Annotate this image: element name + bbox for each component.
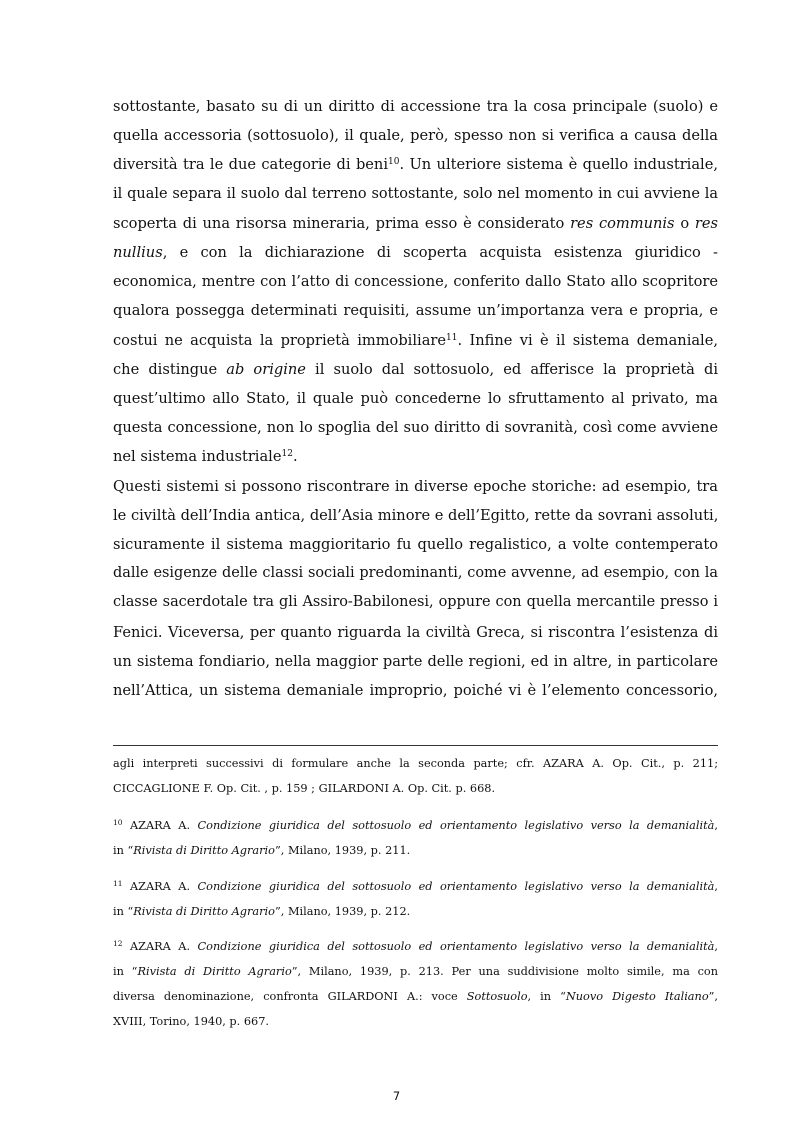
text-line: dalle esigenze delle classi sociali predominanti, come avvenne, ad esempio, con la	[113, 565, 718, 582]
footnote-line: $^{12}$ AZARA A. Condizione giuridica del sottosuolo ed orientamento legislativo verso la demanialità,	[113, 939, 718, 953]
text-line: che distingue ab origine il suolo dal sottosuolo, ed afferisce la proprietà di	[113, 360, 718, 378]
text-line: un sistema fondiario, nella maggior parte delle regioni, ed in altre, in particolare	[113, 652, 718, 670]
text-line: Questi sistemi si possono riscontrare in diverse epoche storiche: ad esempio, tra	[113, 477, 718, 495]
text-line: quella accessoria (sottosuolo), il quale, però, spesso non si verifica a causa della	[113, 127, 718, 145]
text-line: diversità tra le due categorie di beni$^{10}$. Un ulteriore sistema è quello industriale,	[113, 156, 718, 174]
footnote-ref-11[interactable]: 11	[446, 332, 458, 343]
footnote-line: diversa denominazione, confronta GILARDONI A.: voce Sottosuolo, in “Nuovo Digesto Italiano”,	[113, 990, 718, 1003]
text-line: qualora possegga determinati requisiti, assume un’importanza vera e propria, e	[113, 302, 718, 320]
text-line: economica, mentre con l’atto di concessione, conferito dallo Stato allo scopritore	[113, 273, 718, 291]
footnote-line: in “Rivista di Diritto Agrario”, Milano, 1939, p. 212.	[113, 905, 411, 918]
footnote-ref-10[interactable]: 10	[387, 157, 400, 168]
text-line: le civiltà dell’India antica, dell’Asia minore e dell’Egitto, rette da sovrani assoluti,	[113, 506, 719, 524]
page-number: 7	[392, 1089, 401, 1103]
text-line: classe sacerdotale tra gli Assiro-Babilonesi, oppure con quella mercantile presso i	[113, 594, 718, 611]
text-line: scoperta di una risorsa mineraria, prima esso è considerato res communis o res	[113, 214, 718, 232]
footnote-line: $^{10}$ AZARA A. Condizione giuridica del sottosuolo ed orientamento legislativo verso la demanialità,	[113, 818, 718, 832]
footnote-line: CICCAGLIONE F. Op. Cit. , p. 159 ; GILARDONI A. Op. Cit. p. 668.	[113, 782, 496, 795]
footnote-separator	[113, 745, 718, 746]
footnote-line: in “Rivista di Diritto Agrario”, Milano, 1939, p. 213. Per una suddivisione molto simile, ma con	[113, 965, 718, 978]
footnote-continuation	[113, 751, 718, 801]
text-line: nullius, e con la dichiarazione di scoperta acquista esistenza giuridico -	[113, 244, 718, 262]
footnote-ref-12[interactable]: 12	[281, 449, 293, 460]
text-line: il quale separa il suolo dal terreno sottostante, solo nel momento in cui avviene la	[113, 185, 718, 202]
main-text	[113, 92, 718, 705]
footnote-line: agli interpreti successivi di formulare anche la seconda parte; cfr. AZARA A. Op. Cit., p. 211;	[113, 757, 718, 770]
footnote-10	[113, 813, 718, 863]
footnote-number: 12	[113, 939, 123, 948]
text-line: quest’ultimo allo Stato, il quale può concederne lo sfruttamento al privato, ma	[113, 390, 718, 408]
text-line: questa concessione, non lo spoglia del suo diritto di sovranità, così come avviene	[113, 419, 718, 437]
text-line: sottostante, basato su di un diritto di accessione tra la cosa principale (suolo) e	[113, 98, 718, 115]
footnote-line: $^{11}$ AZARA A. Condizione giuridica del sottosuolo ed orientamento legislativo verso la demanialità,	[113, 879, 718, 893]
footnote-11	[113, 874, 718, 924]
footnote-line: XVIII, Torino, 1940, p. 667.	[113, 1015, 269, 1028]
footnote-12	[113, 934, 718, 1034]
text-line: nell’Attica, un sistema demaniale improprio, poiché vi è l’elemento concessorio,	[113, 682, 718, 700]
text-line: nel sistema industriale$^{12}$.	[113, 448, 298, 466]
footnote-line: in “Rivista di Diritto Agrario”, Milano, 1939, p. 211.	[113, 844, 411, 857]
text-line: costui ne acquista la proprietà immobiliare$^{11}$. Infine vi è il sistema demaniale,	[113, 331, 719, 349]
footnote-number: 11	[113, 879, 123, 888]
text-line: sicuramente il sistema maggioritario fu quello regalistico, a volte contemperato	[113, 536, 718, 554]
footnote-number: 10	[113, 818, 123, 827]
text-line: Fenici. Viceversa, per quanto riguarda la civiltà Greca, si riscontra l’esistenza di	[113, 623, 718, 641]
